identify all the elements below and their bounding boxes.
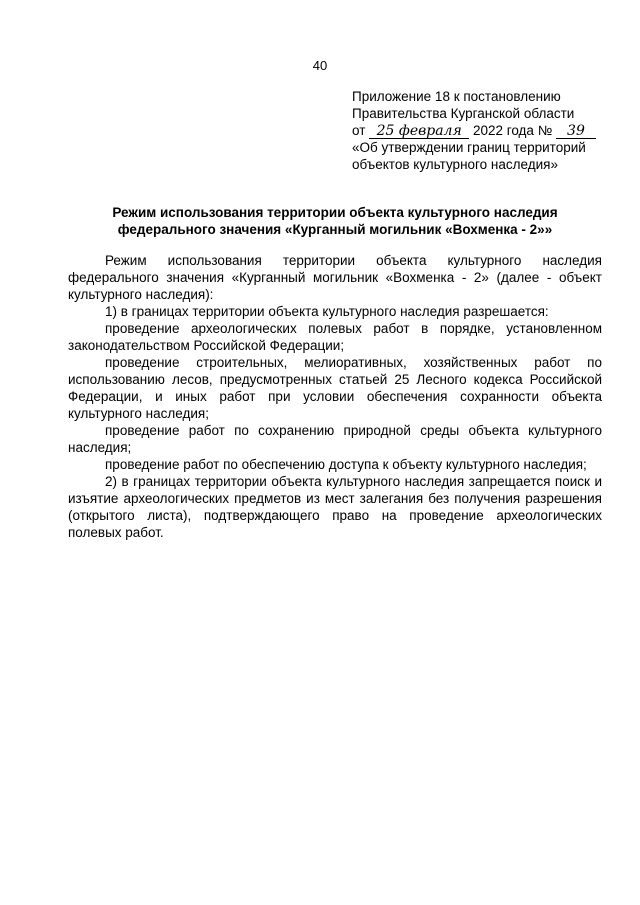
appendix-line-2: Правительства Курганской области	[352, 106, 575, 121]
appendix-line-5: объектов культурного наследия»	[352, 157, 558, 172]
appendix-date-line	[352, 122, 612, 139]
number-sign: №	[537, 123, 553, 138]
handwritten-date: 25 февраля	[369, 124, 469, 139]
page-number: 40	[312, 58, 328, 73]
handwritten-number: 39	[556, 124, 596, 139]
year-text: 2022 года	[472, 123, 534, 138]
appendix-header	[352, 88, 612, 173]
paragraph-permitted-heading: 1) в границах территории объекта культурного наследия разрешается:	[105, 304, 549, 319]
document-body	[68, 252, 602, 541]
paragraph-intro: Режим использования территории объекта культурного наследия федерального значения «Курганный могильник «Вохменка - 2» (далее - объект культурного наследия):	[68, 253, 602, 302]
paragraph-permitted-item: проведение работ по обеспечению доступа к объекту культурного наследия;	[105, 457, 587, 472]
paragraph-permitted-item: проведение строительных, мелиоративных, хозяйственных работ по использованию лесов, предусмотренных статьей 25 Лесного кодекса Российской Федерации, и иных работ при условии обеспечения сохранности объекта культурного наследия;	[68, 355, 602, 421]
paragraph-permitted-item: проведение работ по сохранению природной среды объекта культурного наследия;	[68, 423, 602, 455]
date-prefix: от	[352, 123, 366, 138]
document-title	[70, 204, 600, 238]
appendix-line-4: «Об утверждении границ территорий	[352, 140, 586, 155]
paragraph-prohibited: 2) в границах территории объекта культурного наследия запрещается поиск и изъятие археологических предметов из мест залегания без получения разрешения (открытого листа), подтверждающего право на проведение археологических полевых работ.	[68, 474, 602, 540]
paragraph-permitted-item: проведение археологических полевых работ в порядке, установленном законодательством Российской Федерации;	[68, 321, 602, 353]
title-line-1: Режим использования территории объекта культурного наследия	[112, 205, 558, 220]
title-line-2: федерального значения «Курганный могильник «Вохменка - 2»»	[117, 222, 553, 237]
appendix-line-1: Приложение 18 к постановлению	[352, 89, 561, 104]
